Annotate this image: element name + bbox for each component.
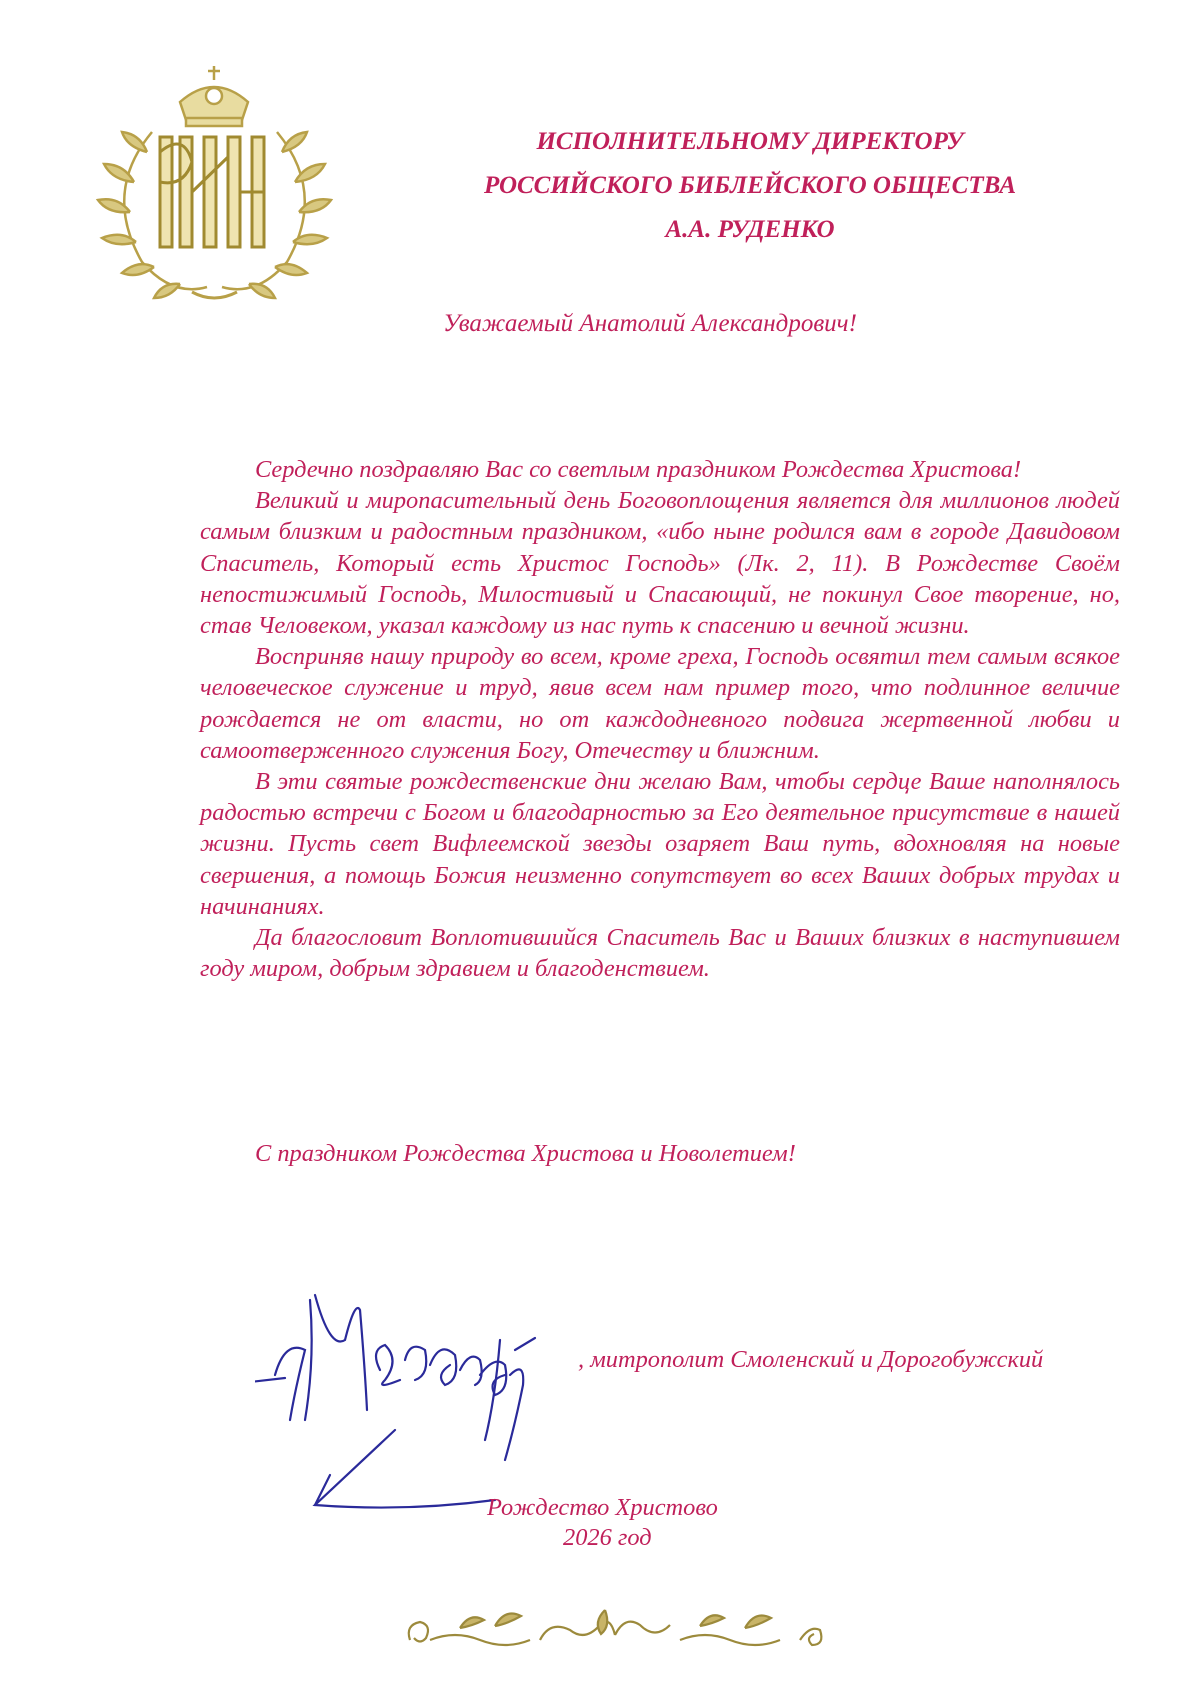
addressee-block: [470, 120, 1030, 252]
closing-line: С праздником Рождества Христова и Новолетием!: [255, 1140, 796, 1167]
monogram-emblem: [92, 62, 337, 312]
paragraph: Великий и миропасительный день Боговоплощения является для миллионов людей самым близким и радостным праздником, «ибо ныне родился вам в городе Давидовом Спаситель, Который есть Христос Господь» (Лк. 2, 11). В Рождестве Своём непостижимый Господь, Милостивый и Спасающий, не покинул Свое творение, но, став Человеком, указал каждому из нас путь к спасению и вечной жизни.: [200, 487, 1120, 640]
letter-body: [200, 454, 1120, 984]
date-line-1: Рождество Христово: [487, 1494, 718, 1521]
paragraph: Да благословит Воплотившийся Спаситель Вас и Ваших близких в наступившем году миром, добрым здравием и благоденствием.: [200, 924, 1120, 983]
addressee-line-2: РОССИЙСКОГО БИБЛЕЙСКОГО ОБЩЕСТВА: [484, 172, 1016, 199]
gold-ornament: [400, 1600, 830, 1660]
signatory-title: , митрополит Смоленский и Дорогобужский: [578, 1346, 1044, 1373]
greeting: Уважаемый Анатолий Александрович!: [443, 310, 857, 337]
paragraph: Сердечно поздравляю Вас со светлым праздником Рождества Христова!: [255, 456, 1022, 483]
addressee-line-3: А.А. РУДЕНКО: [665, 216, 835, 243]
addressee-line-1: ИСПОЛНИТЕЛЬНОМУ ДИРЕКТОРУ: [536, 128, 964, 155]
paragraph: Восприняв нашу природу во всем, кроме греха, Господь освятил тем самым всякое человеческое служение и труд, явив всем нам пример того, что подлинное величие рождается не от власти, но от каждодневного подвига жертвенной любви и самоотверженного служения Богу, Отечеству и ближним.: [200, 643, 1120, 764]
date-line-2: 2026 год: [563, 1524, 652, 1551]
paragraph: В эти святые рождественские дни желаю Вам, чтобы сердце Ваше наполнялось радостью встречи с Богом и благодарностью за Его деятельное присутствие в нашей жизни. Пусть свет Вифлеемской звезды озаряет Ваш путь, вдохновляя на новые свершения, а помощь Божия неизменно сопутствует во всех Ваших добрых трудах и начинаниях.: [200, 768, 1120, 920]
